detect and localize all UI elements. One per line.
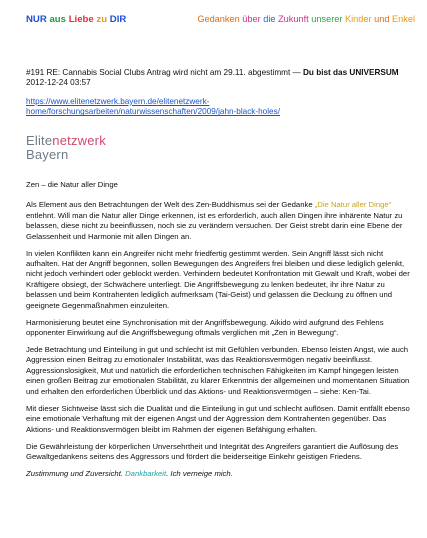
closing-highlight: Dankbarkeit — [125, 468, 167, 478]
slogan-word: Kinder — [344, 14, 372, 24]
closing-line — [26, 469, 413, 479]
paragraph: In vielen Konflikten kann ein Angreifer nicht mehr friedfertig gestimmt werden. Sein Angriff lässt sich nicht aufhalten. Hat der Angriff begonnen, sollen Bewegungen des Angreifers frei bleiben und diese lediglich gelenkt, nicht jedoch verhindert oder geblockt werden. Verhindern bedeutet Konfrontation mit Gewalt und Kraft, wobei der Kräftigere obsiegt, der Schwächere unterliegt. Die Angriffsbewegung zu lenken bedeutet, ihr ihre Natur zu belassen und beim Kontrahenten lediglich aufmerksam (Tai-Geist) und gelassen die Deckung zu öffnen und geeignete Gegenmaßnahmen einzuleiten. — [26, 248, 410, 310]
slogan-word: aus — [49, 14, 67, 25]
article-heading: Zen – die Natur aller Dinge — [26, 180, 118, 189]
slogan-word: und — [374, 14, 390, 24]
logo-part1: Elite — [26, 133, 53, 148]
paragraph: Harmonisierung beutet eine Synchronisation mit der Angriffsbewegung. Aikido wird aufgrund des Fehlens opponenter Einwirkung auf die Angriffsbewegung oftmals verglichen mit „Zen in Bewegung“. — [26, 317, 384, 338]
source-link[interactable] — [26, 97, 407, 118]
slogan-word: Liebe — [68, 14, 94, 25]
slogan-word: DIR — [109, 14, 127, 25]
slogan-word: die — [263, 14, 276, 24]
logo-line2: Bayern — [26, 147, 69, 162]
paragraph: Mit dieser Sichtweise lässt sich die Dualität und die Einteilung in gut und schlecht auflösen. Damit entfällt ebenso eine emotionale Verhaftung mit der eigenen Angst und der Aggression dem Kontrahenten gegenüber. Das Aktions- und Reaktionsvermögen bleibt im Rahmen der eigenen Befähigung erhalten. — [26, 403, 410, 434]
paragraph: Jede Betrachtung und Einteilung in gut und schlecht ist mit Gefühlen verbunden. Ebenso leisten Angst, wie auch Aggression einen Beitrag zu emotionaler Instabilität, was das Reaktionsvermögen negativ beeinflusst. Aggressionslosigkeit, Mut und natürlich die erforderlichen technischen Fähigkeiten im Kampf hingegen leisten einen großen Beitrag zur emotionalen Stabilität, zu klarer Erkenntnis der allgemeinen und momentanen Situation und erhalten den erforderlichen Überblick und das Aktions- und Reaktionsvermögen – siehe: Ken-Tai. — [26, 345, 410, 396]
paragraph — [26, 200, 413, 242]
paragraph-text: Als Element aus den Betrachtungen der Welt des Zen-Buddhismus sei der Gedanke — [26, 200, 315, 210]
post-title: #191 RE: Cannabis Social Clubs Antrag wird nicht am 29.11. abgestimmt — — [26, 68, 301, 77]
article-body — [26, 180, 413, 486]
slogan-word: zu — [96, 14, 108, 25]
post-meta — [26, 68, 415, 89]
site-slogan-left — [26, 14, 126, 25]
slogan-word: Enkel — [392, 14, 415, 24]
logo-part2: netzwerk — [52, 133, 106, 148]
paragraph: Die Gewährleistung der körperlichen Unversehrtheit und Integrität des Angreifers garantiert die Auflösung des Gewaltgedankens seitens des Aggressors und fördert die beiderseitige Einkehr geistigen Friedens. — [26, 441, 399, 461]
post-date: 2012-12-24 03:57 — [26, 78, 91, 88]
elitenetzwerk-logo — [26, 134, 136, 164]
quote-highlight: „Die Natur aller Dinge“ — [314, 200, 392, 210]
logo-line1 — [26, 134, 136, 148]
closing-text: Zustimmung und Zuversicht. — [26, 468, 126, 478]
slogan-word: Gedanken — [197, 14, 240, 24]
closing-text: . Ich verneige mich. — [166, 468, 233, 478]
slogan-word: unserer — [311, 14, 343, 24]
paragraph-text: entlehnt. Will man die Natur aller Dinge erkennen, ist es erforderlich, auch allen Dingen ihre inhärente Natur zu belassen, diese nicht zu beeinflussen, noch sie zu verändern versuchen. Der Geist strebt darin eine Ebene der Gelassenheit und Harmonie mit allen Dingen an. — [26, 210, 403, 241]
site-slogan-right — [197, 14, 415, 24]
post-author[interactable]: Du bist das UNIVERSUM — [303, 68, 399, 77]
slogan-word: NUR — [26, 14, 47, 25]
source-link-line2[interactable]: home/forschungsarbeiten/naturwissenschaften/2009/jahn-black-holes/ — [26, 107, 280, 117]
post-title-line — [26, 68, 415, 78]
site-header — [26, 14, 415, 28]
slogan-word: Zukunft — [278, 14, 309, 24]
slogan-word: über — [242, 14, 261, 24]
source-link-line1[interactable]: https://www.elitenetzwerk.bayern.de/elitenetzwerk- — [26, 97, 210, 106]
